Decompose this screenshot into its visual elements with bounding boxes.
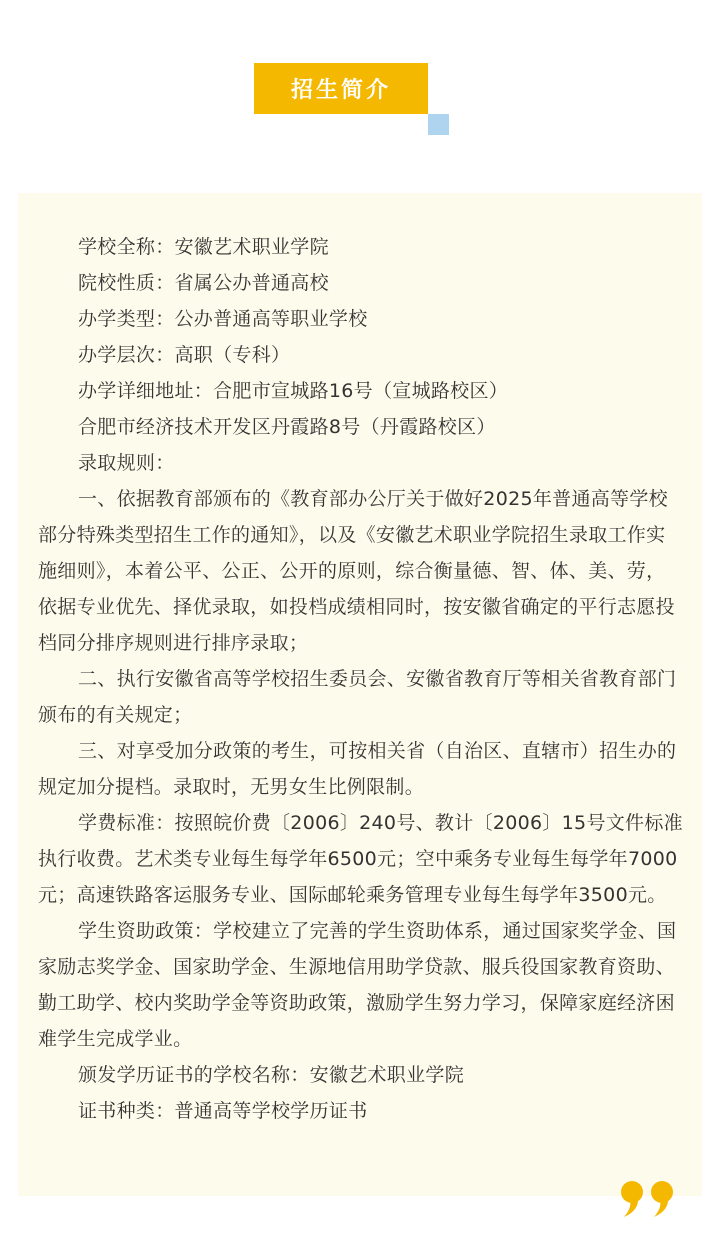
admissions-text <box>38 229 684 1129</box>
school-full-name: 学校全称：安徽艺术职业学院 <box>78 236 329 258</box>
school-level: 办学层次：高职（专科） <box>78 344 291 366</box>
admission-rule-2: 二、执行安徽省高等学校招生委员会、安徽省教育厅等相关省教育部门颁布的有关规定； <box>38 668 677 726</box>
financial-aid-policy: 学生资助政策：学校建立了完善的学生资助体系，通过国家奖学金、国家励志奖学金、国家助学金、生源地信用助学贷款、服兵役国家教育资助、勤工助学、校内奖助学金等资助政策，激励学生努力学习，保障家庭经济困难学生完成学业。 <box>38 920 677 1050</box>
closing-quote-icon <box>648 1180 678 1218</box>
admission-rule-3: 三、对享受加分政策的考生，可按相关省（自治区、直辖市）招生办的规定加分提档。录取时，无男女生比例限制。 <box>38 740 677 798</box>
title-accent-square <box>428 114 449 135</box>
admission-rule-1: 一、依据教育部颁布的《教育部办公厅关于做好2025年普通高等学校部分特殊类型招生工作的通知》，以及《安徽艺术职业学院招生录取工作实施细则》，本着公平、公正、公开的原则，综合衡量德、智、体、美、劳，依据专业优先、择优录取，如投档成绩相同时，按安徽省确定的平行志愿投档同分排序规则进行排序录取； <box>38 488 675 654</box>
page-title: 招生简介 <box>254 63 428 114</box>
certificate-school-name: 颁发学历证书的学校名称：安徽艺术职业学院 <box>78 1064 465 1086</box>
tuition-standard: 学费标准：按照皖价费〔2006〕240号、教计〔2006〕15号文件标准执行收费。艺术类专业每生每学年6500元；空中乘务专业每生每学年7000元；高速铁路客运服务专业、国际邮轮乘务管理专业每生每学年3500元。 <box>38 812 683 906</box>
address-line-1: 办学详细地址：合肥市宣城路16号（宣城路校区） <box>78 380 509 402</box>
admission-rules-label: 录取规则： <box>78 452 175 474</box>
certificate-type: 证书种类：普通高等学校学历证书 <box>78 1100 368 1122</box>
school-type: 办学类型：公办普通高等职业学校 <box>78 308 368 330</box>
closing-quote-icon <box>618 1180 648 1218</box>
address-line-2: 合肥市经济技术开发区丹霞路8号（丹霞路校区） <box>78 416 496 438</box>
school-nature: 院校性质：省属公办普通高校 <box>78 272 329 294</box>
